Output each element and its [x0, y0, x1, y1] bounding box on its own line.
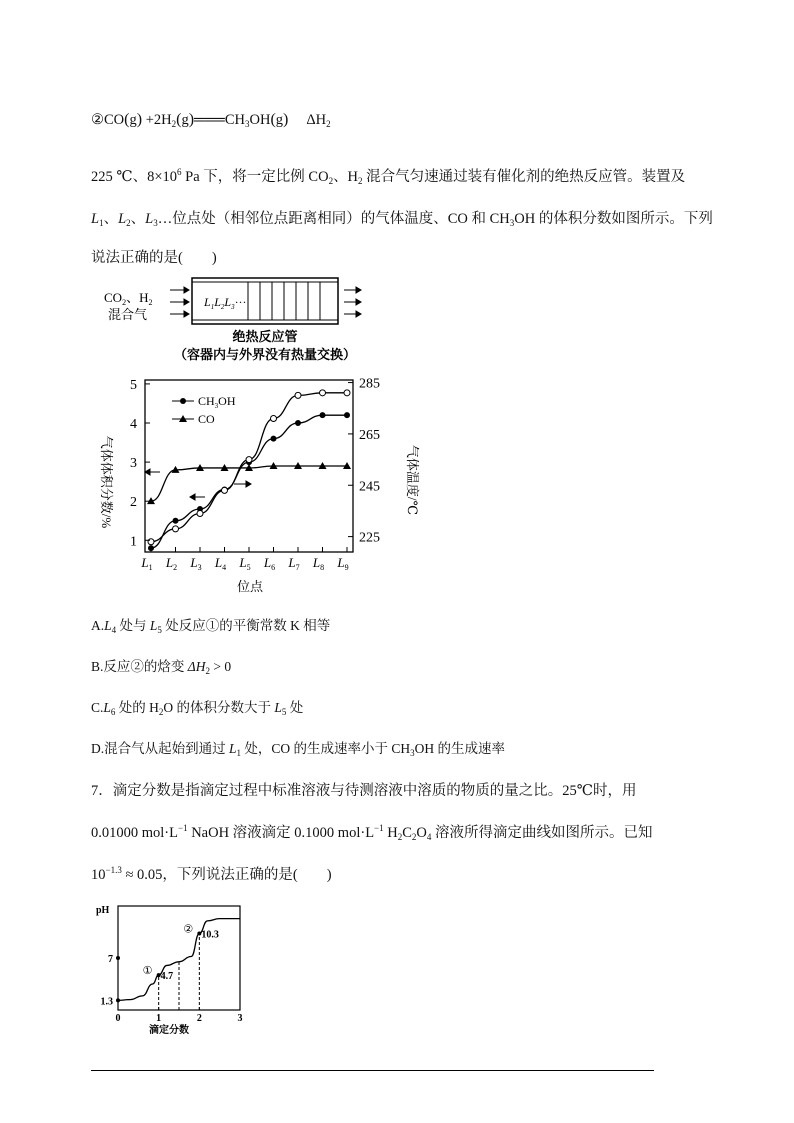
intro-line-1: 225 ℃、$8\times 10^6$ Pa 下，将一定比例 $CO_2$、$H_2$ 混合气匀速通过装有催化剂的绝热反应管。装置及 [91, 167, 686, 186]
annotation-marker: ② [183, 923, 194, 936]
x-tick-label: $L_1$ [141, 555, 153, 572]
x-tick-label: $L_8$ [312, 555, 325, 572]
point-temperature [246, 457, 252, 463]
question-7-line-1: 7．滴定分数是指滴定过程中标准溶液与待测溶液中溶质的物质的量之比。25℃时，用 [91, 783, 637, 799]
inlet-arrows-icon [170, 287, 189, 317]
x-tick-label: 1 [156, 1013, 162, 1024]
legend-circle-icon [180, 398, 186, 404]
point-ch3oh [295, 420, 301, 426]
x-tick-label: $L_4$ [214, 555, 227, 572]
y-left-label: 气体体积分数/% [99, 435, 114, 529]
tube-title: 绝热反应管 [232, 329, 298, 344]
option-d: D.混合气从起始到通过 $L_1$ 处，CO 的生成速率小于 $CH_3OH$ 的生成速率 [91, 741, 506, 758]
y-tick-mark [116, 956, 120, 960]
x-tick-label: $L_5$ [239, 555, 251, 572]
option-a: $A.L_4$ 处与 $L_5$ 处反应①的平衡常数 K 相等 [91, 618, 331, 635]
y-right-tick-label: 265 [359, 427, 380, 443]
y-left-tick-label: 3 [130, 456, 137, 472]
y-right-tick-label: 225 [359, 530, 380, 546]
point-temperature [222, 487, 228, 493]
tube-note: （容器内与外界没有热量交换） [173, 347, 357, 362]
x-tick-label: 0 [115, 1013, 121, 1024]
point-temperature [197, 510, 203, 516]
reaction-2-equation: ②CO(g) $+2H_2(g)═══CH_3OH(g)$ $\Delta H_2$ [91, 111, 331, 129]
point-temperature [320, 390, 326, 396]
x-tick-label: $L_2$ [165, 555, 178, 572]
x-tick-label: $L_6$ [263, 555, 276, 572]
point-ch3oh [173, 518, 179, 524]
annotation-marker: ① [142, 965, 153, 978]
x-tick-label: $L_3$ [190, 555, 202, 572]
gas-label: $CO_2$、$H_2$ [104, 290, 153, 307]
point-temperature [148, 539, 154, 545]
intro-line-2: $L_1$、$L_2$、$L_3\dots$位点处（相邻位点距离相同）的气体温度、CO 和 $CH_3OH$ 的体积分数如图所示。下列 [91, 211, 713, 228]
outlet-arrows-icon [344, 287, 361, 317]
point-ch3oh [271, 436, 277, 442]
x-axis-label: 滴定分数 [149, 1025, 189, 1036]
legend-ch3oh: $CH_3OH$ [198, 394, 236, 410]
y-tick-label: 1.3 [100, 996, 113, 1008]
option-b: B.反应②的焓变 $\Delta H_2 > 0$ [91, 659, 232, 676]
reactor-diagram [100, 272, 420, 364]
y-tick-label: 7 [108, 954, 113, 965]
position-chart [90, 372, 430, 602]
x-tick-label: $L_9$ [337, 555, 349, 572]
y-left-tick-label: 4 [130, 417, 137, 432]
y-left-tick-label: 1 [130, 534, 137, 550]
direction-arrows [145, 469, 251, 500]
point-ch3oh [320, 412, 326, 418]
option-c: $C.L_6$ 处的 $H_2O$ 的体积分数大于 $L_5$ 处 [91, 700, 304, 717]
question-7-line-2: 0.01000 $mol\cdot L^{-1}$ NaOH 溶液滴定 0.1000 $mol\cdot L^{-1}$ $H_2C_2O_4$ 溶液所得滴定曲线如图所示。已知 [91, 823, 653, 842]
y-right-tick-label: 285 [359, 376, 380, 392]
titration-chart [90, 898, 250, 1038]
x-tick-label: 3 [237, 1013, 243, 1024]
gas-label-2: 混合气 [108, 307, 148, 322]
annotation-label: 10.3 [201, 929, 219, 941]
annotation-label: 4.7 [160, 971, 174, 983]
point-temperature [295, 392, 301, 398]
tube-positions: $L_1L_2L_3\cdot\cdot\cdot$ [204, 295, 247, 311]
intro-line-3: 说法正确的是( ) [91, 250, 217, 266]
y-left-tick-label: 5 [130, 377, 137, 393]
y-left-tick-label: 2 [130, 495, 137, 511]
y-axis-label: pH [96, 905, 110, 916]
bottom-rule [91, 1070, 654, 1071]
point-temperature [173, 526, 179, 532]
x-tick-label: 2 [196, 1013, 202, 1024]
point-ch3oh [344, 412, 350, 418]
point-temperature [344, 390, 350, 396]
legend-co: CO [198, 412, 215, 426]
question-7-line-3: $10^{-1.3} \approx 0.05$，下列说法正确的是( ) [91, 865, 332, 883]
legend [172, 394, 236, 426]
point-temperature [271, 416, 277, 422]
y-right-label: 气体温度/℃ [405, 444, 420, 516]
y-right-tick-label: 245 [359, 479, 380, 495]
x-axis-label: 位点 [236, 579, 264, 594]
x-tick-label: $L_7$ [288, 555, 300, 572]
